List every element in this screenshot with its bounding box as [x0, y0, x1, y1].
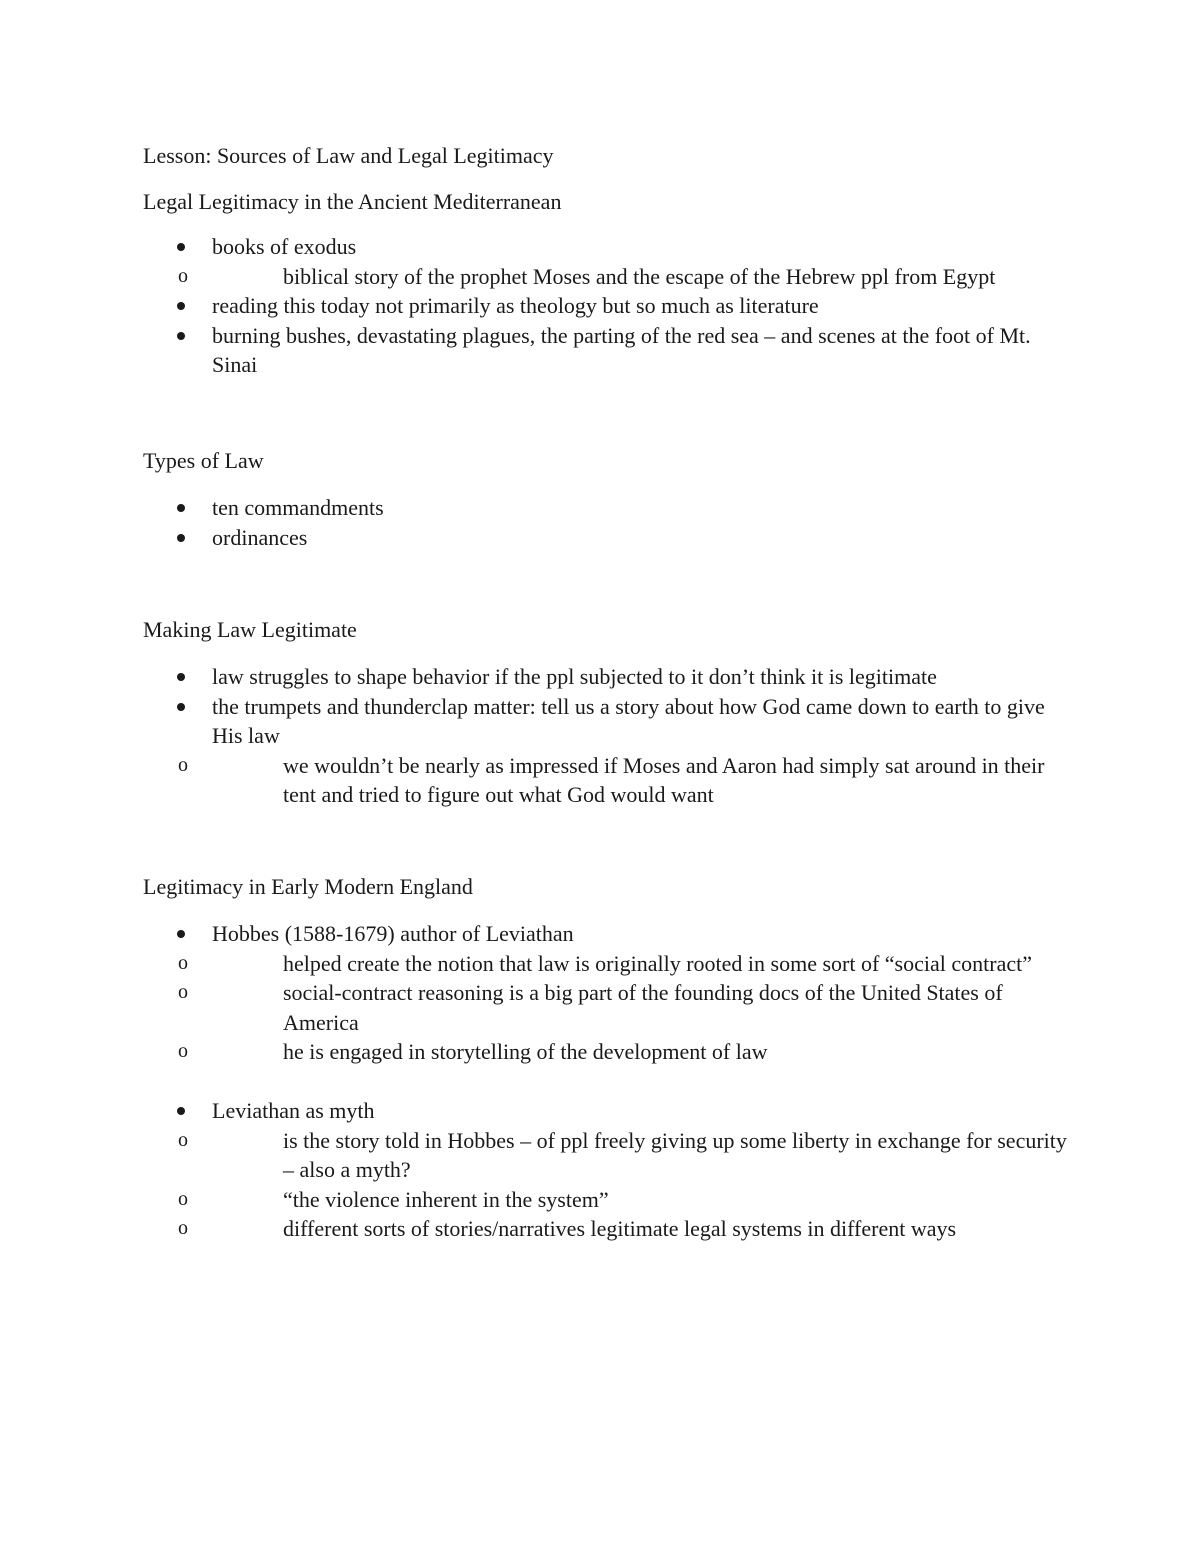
bullet-icon: [177, 332, 185, 340]
sub-list-item-text: social-contract reasoning is a big part of the founding docs of the United States of America: [283, 980, 1003, 1035]
bullet-icon: [177, 673, 185, 681]
list-item-text: ten commandments: [212, 495, 384, 520]
circle-bullet-icon: o: [178, 951, 188, 974]
sub-list-item: [178, 1126, 1073, 1185]
sub-list-item-text: helped create the notion that law is originally rooted in some sort of “social contract”: [283, 950, 1032, 976]
list-item-text: books of exodus: [212, 234, 357, 259]
list-item-text: reading this today not primarily as theology but so much as literature: [212, 293, 819, 318]
list-item: [0, 493, 1072, 523]
list-item: [0, 321, 1072, 380]
sub-list-item: [178, 262, 1073, 292]
list-item: [0, 662, 1072, 692]
list-item: [0, 291, 1072, 321]
section-heading: Legitimacy in Early Modern England: [143, 874, 473, 899]
list-item: [0, 919, 1072, 1067]
bullet-list: [0, 662, 1200, 810]
sub-list-item: [178, 978, 1073, 1037]
sub-list-item: [178, 751, 1073, 810]
sub-bullet-list: [178, 262, 1072, 292]
bullet-icon: [177, 534, 185, 542]
bullet-list: [0, 493, 1200, 552]
sub-list-item: [178, 1185, 1073, 1215]
bullet-list: [0, 919, 1200, 1244]
list-item-text: Leviathan as myth: [212, 1098, 375, 1123]
circle-bullet-icon: o: [178, 1040, 188, 1062]
list-item: [0, 1096, 1072, 1244]
bullet-icon: [177, 302, 185, 310]
list-item-text: law struggles to shape behavior if the ppl subjected to it don’t think it is legitimate: [212, 664, 937, 689]
circle-bullet-icon: o: [178, 1217, 188, 1239]
list-item-text: the trumpets and thunderclap matter: tell us a story about how God came down to earth to give His law: [212, 693, 1045, 748]
list-item: [0, 692, 1072, 810]
blank-line: [0, 1067, 1072, 1097]
list-item-text: Hobbes (1588-1679) author of Leviathan: [212, 921, 574, 946]
section-heading: Making Law Legitimate: [143, 617, 357, 642]
circle-bullet-icon: o: [178, 1128, 188, 1151]
section-heading: Legal Legitimacy in the Ancient Mediterranean: [143, 189, 562, 214]
list-item: [0, 232, 1072, 291]
sub-bullet-list: [178, 751, 1072, 810]
bullet-icon: [177, 1107, 185, 1115]
sub-bullet-list: [178, 1126, 1072, 1244]
bullet-list: [0, 232, 1200, 380]
circle-bullet-icon: o: [178, 981, 188, 1003]
circle-bullet-icon: o: [178, 264, 188, 287]
circle-bullet-icon: o: [178, 753, 188, 776]
list-item: [0, 523, 1072, 553]
sub-list-item-text: biblical story of the prophet Moses and the escape of the Hebrew ppl from Egypt: [283, 263, 996, 289]
sub-list-item-text: we wouldn’t be nearly as impressed if Moses and Aaron had simply sat around in their tent and tried to figure out what God would want: [283, 752, 1045, 807]
document-title: Lesson: Sources of Law and Legal Legitimacy: [143, 143, 554, 168]
list-item-text: burning bushes, devastating plagues, the parting of the red sea – and scenes at the foot of Mt. Sinai: [212, 322, 1031, 377]
sub-list-item-text: he is engaged in storytelling of the development of law: [283, 1039, 768, 1064]
sub-list-item-text: “the violence inherent in the system”: [283, 1186, 609, 1212]
bullet-icon: [177, 930, 185, 938]
sub-list-item-text: is the story told in Hobbes – of ppl freely giving up some liberty in exchange for security – also a myth?: [283, 1127, 1067, 1182]
bullet-icon: [177, 504, 185, 512]
circle-bullet-icon: o: [178, 1187, 188, 1210]
sub-bullet-list: [178, 949, 1072, 1067]
sub-list-item: [178, 949, 1073, 979]
sub-list-item: [178, 1214, 1073, 1244]
bullet-icon: [177, 243, 185, 251]
sub-list-item: [178, 1037, 1073, 1067]
sub-list-item-text: different sorts of stories/narratives legitimate legal systems in different ways: [283, 1216, 957, 1241]
list-item-text: ordinances: [212, 524, 308, 550]
bullet-icon: [177, 703, 185, 711]
section-heading: Types of Law: [143, 448, 264, 473]
